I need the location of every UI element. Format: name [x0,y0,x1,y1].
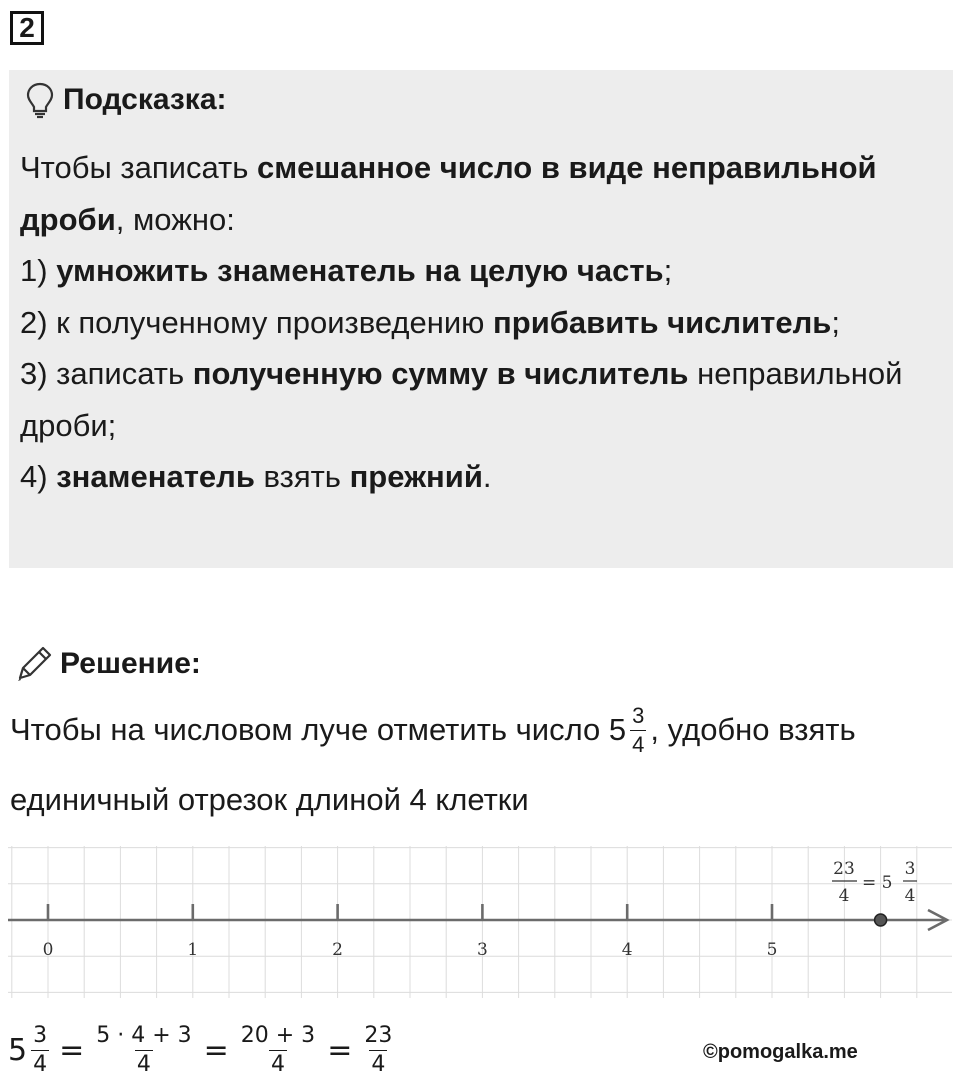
point-label-numerator: 23 [833,859,855,879]
step-4-prefix: 4) [20,459,57,494]
formula-f2-numerator: 5 · 4 + 3 [96,1022,192,1048]
tick-label-3: 3 [476,940,488,960]
pencil-icon [14,644,54,684]
formula-equals-1: = [59,1032,85,1068]
step-1-bold: умножить знаменатель на целую часть [56,253,664,288]
tick-label-2: 2 [332,940,344,960]
tick-label-1: 1 [187,940,199,960]
step-1-prefix: 1) [20,253,57,288]
formula-f4-numerator: 23 [364,1022,393,1048]
number-line [8,846,952,998]
mixed-fraction [630,702,646,757]
hint-header [25,80,227,120]
watermark: ©pomogalka.me [703,1041,858,1063]
tick-label-4: 4 [621,940,633,960]
hint-intro-text-end: , можно: [115,201,235,237]
tick-label-0: 0 [42,940,54,960]
hint-step-3 [20,348,945,451]
fraction-numerator: 3 [632,702,645,728]
step-2-suffix: ; [831,304,840,340]
formula-fraction-4 [362,1022,394,1077]
solution-line-2: единичный отрезок длиной 4 клетки [10,782,529,817]
step-4-bold-1: знаменатель [56,459,255,494]
formula-equals-2: = [203,1032,229,1068]
hint-intro-bold: смешанное число в виде неправильной дроби [20,150,877,237]
line-1-text-end: , удобно взять [650,712,856,747]
solution-header [14,642,201,686]
hint-intro-text: Чтобы записать [20,150,257,185]
line-1-text: Чтобы на числовом луче отметить число 5 [10,712,627,747]
step-3-suffix: неправильной дроби; [20,356,903,443]
step-3-bold: полученную сумму в числитель [192,356,689,391]
point-label-mixed-denominator: 4 [904,886,916,906]
formula-equals-3: = [327,1032,353,1068]
hint-step-1 [20,245,945,297]
formula-f4-denominator: 4 [371,1051,386,1077]
point-23-4 [875,914,887,926]
conversion-formula [8,1016,398,1084]
formula-fraction-3 [239,1022,317,1077]
formula-f1-numerator: 3 [33,1022,48,1048]
formula-f3-numerator: 20 + 3 [240,1022,316,1048]
step-4-suffix: . [482,459,492,494]
tick-label-5: 5 [766,940,778,960]
formula-whole: 5 [8,1032,28,1068]
hint-intro [20,142,945,245]
hint-step-4 [20,451,945,503]
task-number-box: 2 [10,11,44,45]
hint-panel [9,70,953,568]
point-label-equals: = 5 [862,873,893,893]
hint-step-2 [20,297,945,349]
step-2-bold: прибавить числитель [493,304,832,340]
formula-f1-denominator: 4 [33,1051,48,1077]
formula-f2-denominator: 4 [136,1051,151,1077]
solution-line-1 [10,698,856,762]
hint-title: Подсказка: [63,83,227,116]
step-3-prefix: 3) записать [20,356,193,391]
fraction-denominator: 4 [632,731,645,757]
grid [8,846,952,998]
lightbulb-icon [25,81,55,119]
step-4-mid: взять [254,459,350,494]
point-label-mixed-numerator: 3 [904,859,916,879]
formula-fraction-2 [94,1022,193,1077]
point-label-denominator: 4 [838,886,850,906]
formula-fraction-1 [31,1022,49,1077]
step-4-bold-2: прежний [349,459,483,494]
formula-f3-denominator: 4 [270,1051,285,1077]
step-2-prefix: 2) к полученному произведению [20,304,494,340]
solution-title: Решение: [60,647,201,680]
step-1-suffix: ; [663,253,673,288]
hint-body [20,142,945,503]
